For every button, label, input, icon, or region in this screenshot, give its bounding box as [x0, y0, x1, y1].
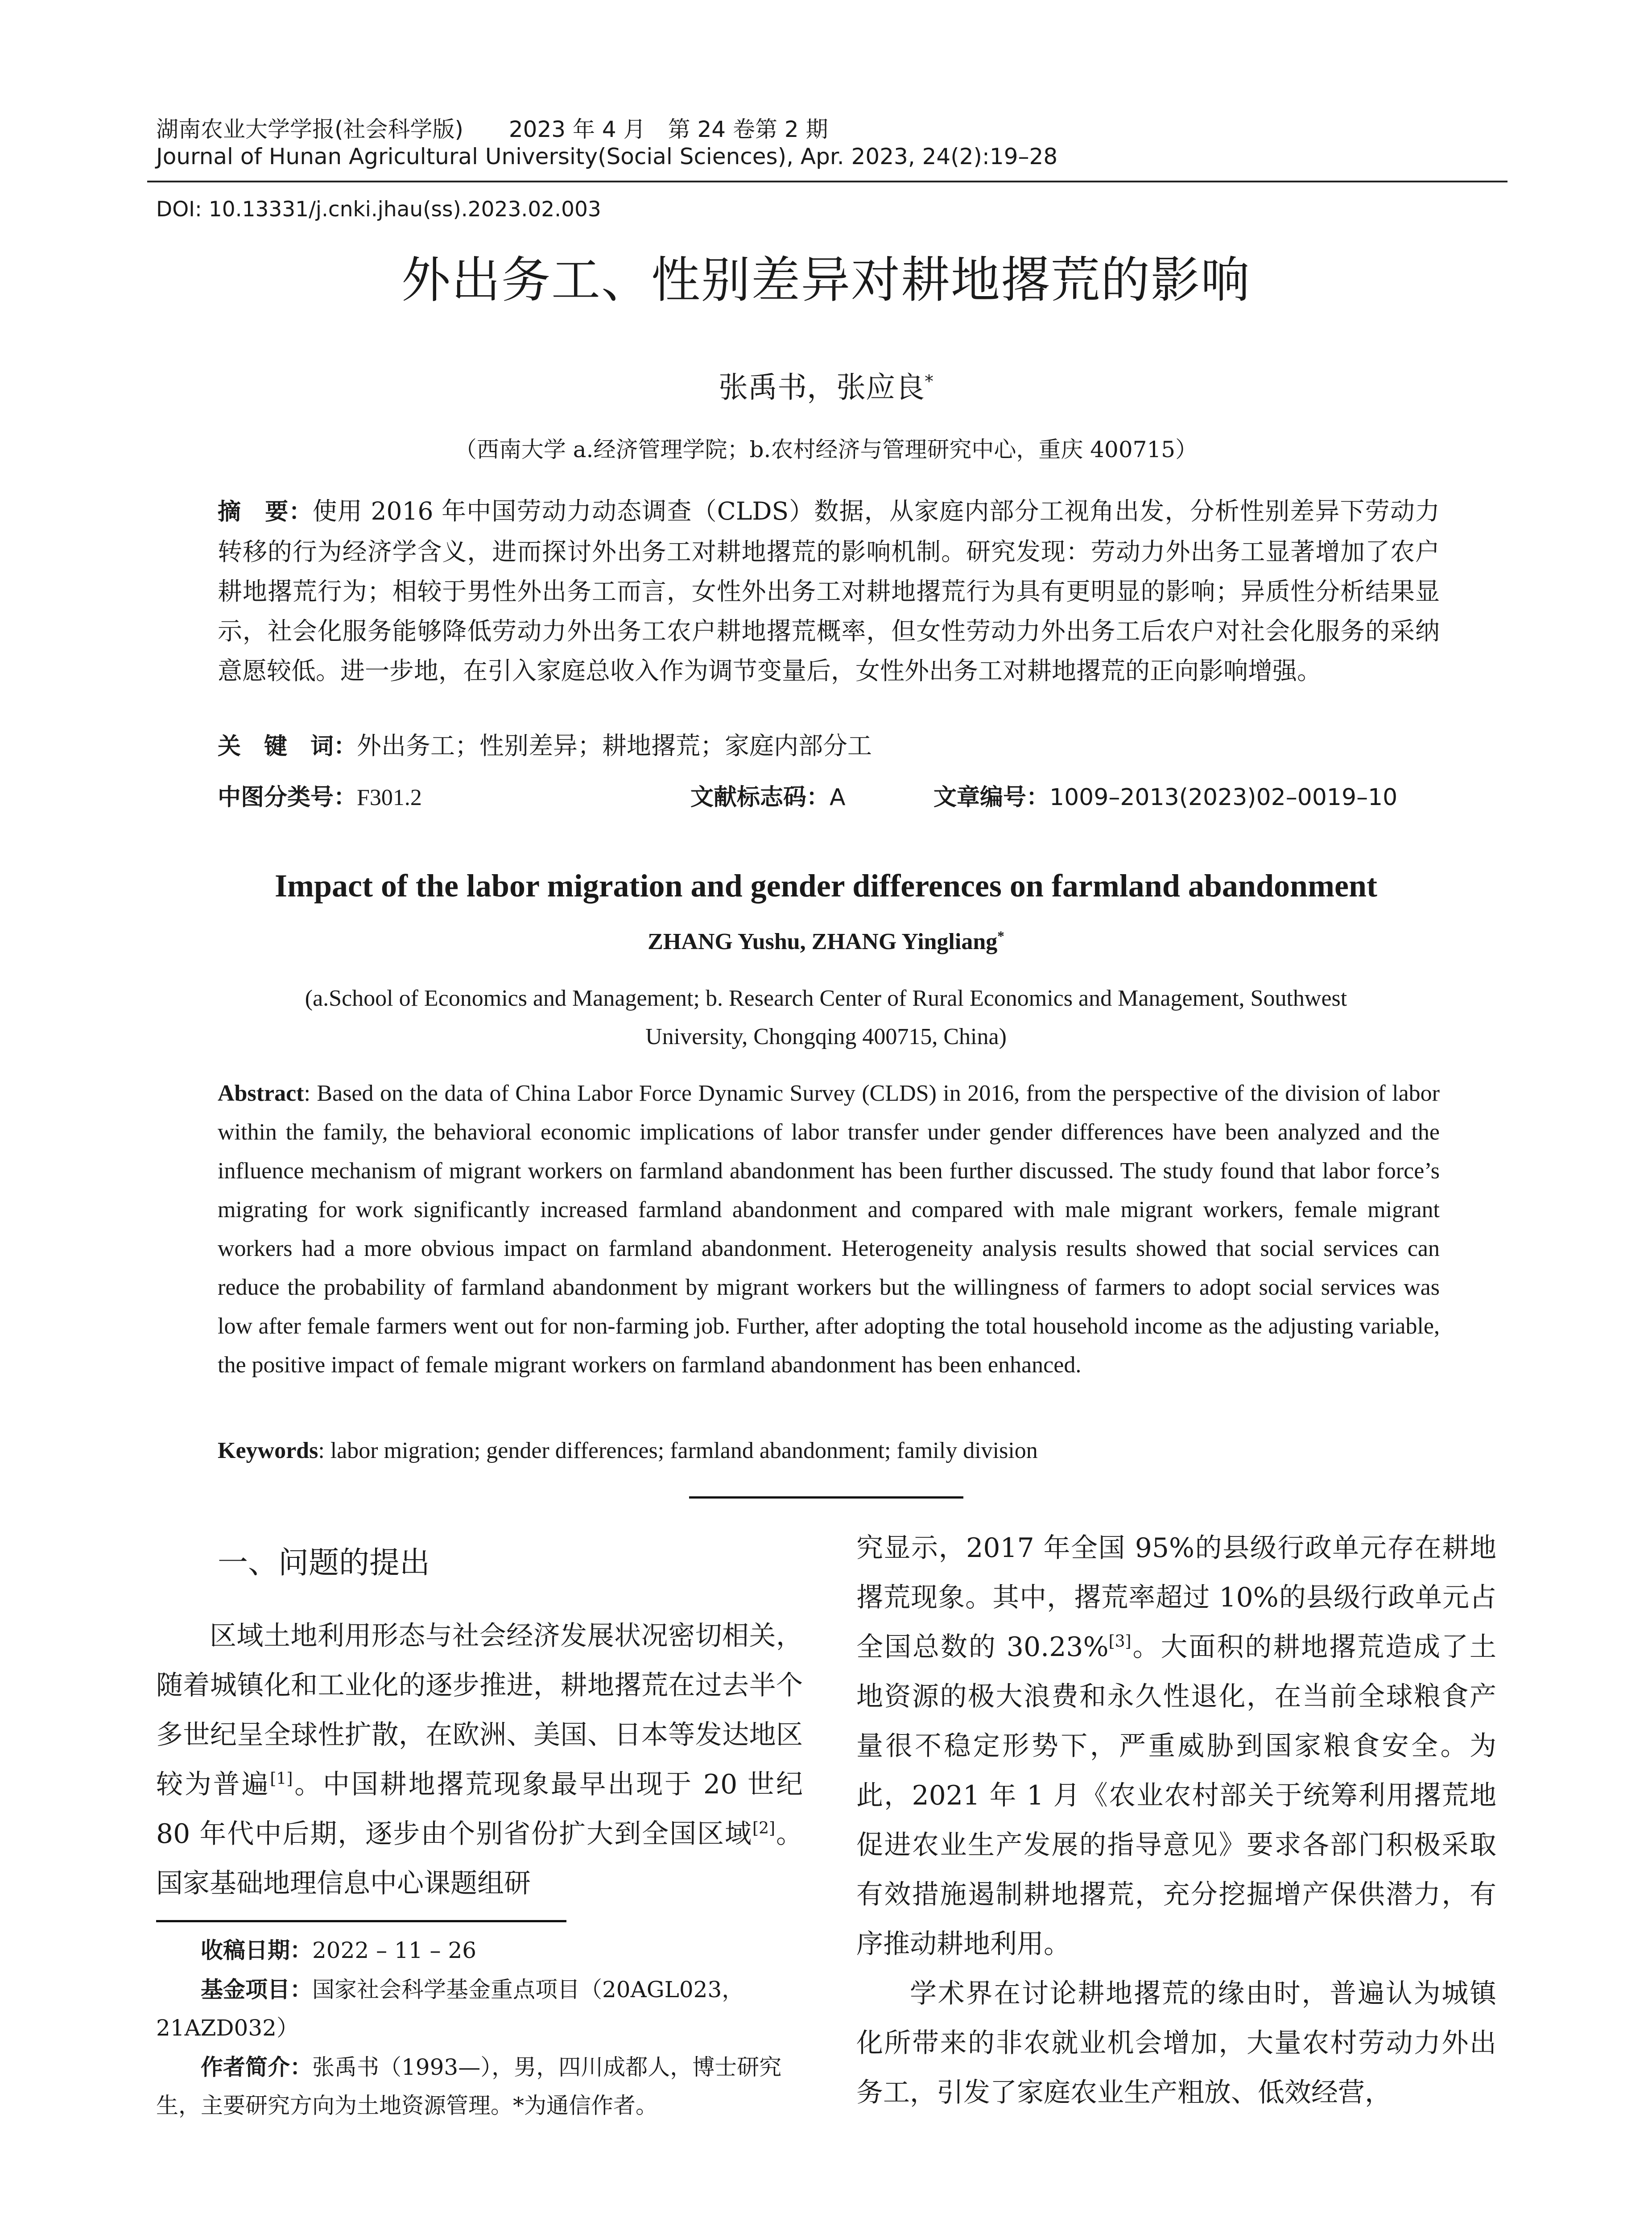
- article-no-label: 文章编号：: [933, 784, 1050, 811]
- abstract-en: [218, 1074, 1440, 1384]
- body-paragraph-right-1: [856, 1524, 1496, 1969]
- authors-en: [0, 929, 1652, 955]
- body-text: 。大面积的耕地撂荒造成了土地资源的极大浪费和永久性退化，在当前全球粮食产量很不稳定形势下，严重威胁到国家粮食安全。为此，2021 年 1 月《农业农村部关于统筹利用撂荒地促进农业生产发展的指导意见》要求各部门积极采取有效措施遏制耕地撂荒，充分挖掘增产保供潜力，有序推动耕地利用。: [856, 1631, 1497, 1960]
- received-label: 收稿日期：: [201, 1937, 312, 1963]
- body-text: 区域土地利用形态与社会经济发展状况密切相关，随着城镇化和工业化的逐步推进，耕地撂荒在过去半个多世纪呈全球性扩散，在欧洲、美国、日本等发达地区较为普遍: [156, 1620, 803, 1800]
- body-paragraph-right-2: 学术界在讨论耕地撂荒的缘由时，普遍认为城镇化所带来的非农就业机会增加，大量农村劳动力外出务工，引发了家庭农业生产粗放、低效经营，: [856, 1978, 1496, 2108]
- corresponding-mark-en: *: [997, 928, 1004, 944]
- article-number: [933, 778, 1397, 812]
- clc-label: 中图分类号：: [218, 784, 357, 811]
- doi: DOI: 10.13331/j.cnki.jhau(ss).2023.02.003: [156, 197, 601, 222]
- authors-cn-names: 张禹书，张应良: [719, 370, 925, 405]
- journal-name-cn: 湖南农业大学学报(社会科学版): [156, 116, 464, 142]
- journal-header-cn: [156, 112, 828, 144]
- author-bio-label: 作者简介：: [201, 2054, 312, 2080]
- keywords-cn-text: 外出务工；性别差异；耕地撂荒；家庭内部分工: [357, 731, 872, 760]
- citation-3: [3]: [1108, 1632, 1132, 1651]
- section-heading: 一、问题的提出: [218, 1545, 430, 1581]
- authors-en-names: ZHANG Yushu, ZHANG Yingliang: [648, 929, 998, 954]
- footnote-funding: [156, 1970, 803, 2047]
- abstract-cn-text: 使用 2016 年中国劳动力动态调查（CLDS）数据，从家庭内部分工视角出发，分析性别差异下劳动力转移的行为经济学含义，进而探讨外出务工对耕地撂荒的影响机制。研究发现：劳动力外出务工显著增加了农户耕地撂荒行为；相较于男性外出务工而言，女性外出务工对耕地撂荒行为具有更明显的影响；异质性分析结果显示，社会化服务能够降低劳动力外出务工农户耕地撂荒概率，但女性劳动力外出务工后农户对社会化服务的采纳意愿较低。进一步地，在引入家庭总收入作为调节变量后，女性外出务工对耕地撂荒的正向影响增强。: [218, 497, 1440, 685]
- citation-1: [1]: [270, 1770, 293, 1788]
- paper-title-cn: 外出务工、性别差异对耕地撂荒的影响: [401, 252, 1251, 309]
- body-paragraph-left: [156, 1611, 803, 1908]
- author-bio-text: 张禹书（1993—），男，四川成都人，博士研究生，主要研究方向为土地资源管理。*为通信作者。: [156, 2054, 782, 2118]
- affiliation-en: (a.School of Economics and Management; b. Research Center of Rural Economics and Management, Southwest University, Chongqing 400715, China): [305, 986, 1347, 1049]
- footnote-received: [156, 1931, 803, 1970]
- affiliation-cn: （西南大学 a.经济管理学院；b.农村经济与管理研究中心，重庆 400715）: [454, 437, 1198, 463]
- keywords-en: [218, 1431, 1440, 1470]
- article-no-value: 1009–2013(2023)02–0019–10: [1049, 784, 1398, 811]
- clc: [218, 778, 422, 812]
- received-date: 2022 – 11 – 26: [312, 1937, 477, 1963]
- header-rule: [147, 181, 1507, 182]
- abstract-cn: [218, 491, 1440, 691]
- paper-title-en: Impact of the labor migration and gender differences on farmland abandonment: [274, 868, 1378, 904]
- footnote-author: [156, 2048, 803, 2125]
- authors-cn: [0, 363, 1652, 406]
- doc-code: [690, 778, 846, 812]
- doc-code-value: A: [830, 784, 846, 811]
- abstract-en-text: : Based on the data of China Labor Force Dynamic Survey (CLDS) in 2016, from the perspective of the division of labor within the family, the behavioral economic implications of labor transfer under gender differences have been analyzed and the influence mechanism of migrant workers on farmland abandonment has been further discussed. The study found that labor force’s migrating for work significantly increased farmland abandonment and compared with male migrant workers, female migrant workers had a more obvious impact on farmland abandonment. Heterogeneity analysis results showed that social services can reduce the probability of farmland abandonment by migrant workers but the willingness of farmers to adopt social services was low after female farmers went out for non-farming job. Further, after adopting the total household income as the adjusting variable, the positive impact of female migrant workers on farmland abandonment has been enhanced.: [218, 1081, 1440, 1378]
- body-text: 究显示，2017 年全国 95%的县级行政单元存在耕地撂荒现象。其中，撂荒率超过 10%的县级行政单元占全国总数的 30.23%: [856, 1532, 1496, 1663]
- abstract-en-label: Abstract: [218, 1081, 304, 1106]
- classification-row: [218, 778, 1444, 809]
- corresponding-mark: *: [925, 371, 933, 392]
- keywords-en-text: : labor migration; gender differences; farmland abandonment; family division: [318, 1438, 1038, 1463]
- body-text: 。中国耕地撂荒现象最早出现于 20 世纪 80 年代中后期，逐步由个别省份扩大到全国区域: [156, 1769, 803, 1850]
- footnote-rule: [156, 1920, 566, 1922]
- keywords-cn-label: 关 键 词：: [218, 733, 357, 760]
- keywords-en-label: Keywords: [218, 1438, 318, 1463]
- section-divider: [689, 1496, 963, 1499]
- abstract-cn-label: 摘 要：: [218, 499, 313, 525]
- fund-label: 基金项目：: [201, 1977, 312, 2003]
- clc-value: F301.2: [357, 785, 422, 810]
- journal-header-en: Journal of Hunan Agricultural University(Social Sciences), Apr. 2023, 24(2):19–28: [156, 144, 1058, 169]
- keywords-cn: [218, 726, 1440, 767]
- body-text: 。国家基础地理信息中心课题组研: [156, 1818, 803, 1899]
- doc-code-label: 文献标志码：: [690, 784, 830, 811]
- issue-info-cn: 2023 年 4 月 第 24 卷第 2 期: [508, 116, 828, 142]
- fund-text: 国家社会科学基金重点项目（20AGL023，21AZD032）: [156, 1977, 744, 2041]
- citation-2: [2]: [752, 1819, 776, 1838]
